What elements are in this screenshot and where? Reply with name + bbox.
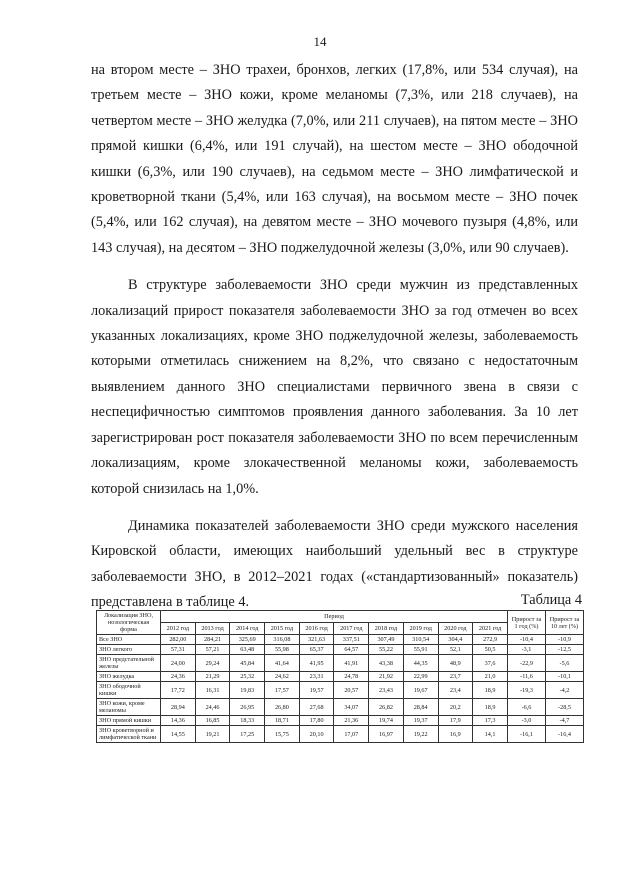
growth-10y-cell: -5,6 — [546, 655, 584, 672]
table-row — [97, 672, 584, 682]
year-header: 2012 год — [161, 623, 196, 635]
table-cell: 17,3 — [473, 716, 508, 726]
table-cell: 25,32 — [230, 672, 265, 682]
row-label: ЗНО желудка — [97, 672, 161, 682]
table-cell: 24,46 — [195, 699, 230, 716]
page-number: 14 — [313, 34, 327, 49]
growth-10y-cell: -10,1 — [546, 672, 584, 682]
table-cell: 50,5 — [473, 645, 508, 655]
table-cell: 14,36 — [161, 716, 196, 726]
table-cell: 21,0 — [473, 672, 508, 682]
table-cell: 19,37 — [403, 716, 438, 726]
table-row — [97, 699, 584, 716]
table-cell: 307,49 — [369, 635, 404, 645]
table-cell: 15,75 — [265, 726, 300, 743]
table-cell: 26,95 — [230, 699, 265, 716]
table-cell: 37,6 — [473, 655, 508, 672]
year-header: 2014 год — [230, 623, 265, 635]
table-cell: 41,64 — [265, 655, 300, 672]
table-cell: 19,74 — [369, 716, 404, 726]
year-header: 2016 год — [299, 623, 334, 635]
row-label: ЗНО прямой кишки — [97, 716, 161, 726]
growth-1y-cell: -3,0 — [508, 716, 546, 726]
table-cell: 52,1 — [438, 645, 473, 655]
table-cell: 14,1 — [473, 726, 508, 743]
table-cell: 23,31 — [299, 672, 334, 682]
row-label: ЗНО кожи, кроме меланомы — [97, 699, 161, 716]
table-cell: 16,97 — [369, 726, 404, 743]
row-label: ЗНО легкого — [97, 645, 161, 655]
growth-10y-cell: -4,7 — [546, 716, 584, 726]
table-cell: 57,21 — [195, 645, 230, 655]
table-cell: 63,48 — [230, 645, 265, 655]
table-cell: 19,22 — [403, 726, 438, 743]
table-cell: 19,21 — [195, 726, 230, 743]
table-cell: 18,71 — [265, 716, 300, 726]
row-label: Все ЗНО — [97, 635, 161, 645]
table-cell: 27,68 — [299, 699, 334, 716]
table-cell: 16,31 — [195, 682, 230, 699]
table-cell: 272,9 — [473, 635, 508, 645]
header-form: Локализация ЗНО, нозологическая форма — [97, 611, 161, 635]
growth-1y-cell: -3,1 — [508, 645, 546, 655]
table-cell: 20,57 — [334, 682, 369, 699]
table-cell: 17,72 — [161, 682, 196, 699]
table-cell: 17,07 — [334, 726, 369, 743]
table-cell: 28,94 — [161, 699, 196, 716]
table-cell: 16,9 — [438, 726, 473, 743]
growth-1y-cell: -16,1 — [508, 726, 546, 743]
table-cell: 41,91 — [334, 655, 369, 672]
growth-1y-cell: -6,6 — [508, 699, 546, 716]
table-cell: 316,08 — [265, 635, 300, 645]
year-header: 2017 год — [334, 623, 369, 635]
table-cell: 23,43 — [369, 682, 404, 699]
year-header: 2021 год — [473, 623, 508, 635]
body-text — [91, 58, 578, 616]
header-growth-10y: Прирост за 10 лет (%) — [546, 611, 584, 635]
table-cell: 20,2 — [438, 699, 473, 716]
table-cell: 57,31 — [161, 645, 196, 655]
growth-10y-cell: -16,4 — [546, 726, 584, 743]
table-cell: 24,36 — [161, 672, 196, 682]
table-cell: 55,98 — [265, 645, 300, 655]
year-header: 2019 год — [403, 623, 438, 635]
growth-10y-cell: -12,5 — [546, 645, 584, 655]
year-header: 2018 год — [369, 623, 404, 635]
table-row — [97, 682, 584, 699]
growth-1y-cell: -22,9 — [508, 655, 546, 672]
year-header: 2015 год — [265, 623, 300, 635]
table-body — [97, 635, 584, 743]
table-cell: 21,29 — [195, 672, 230, 682]
table-cell: 26,82 — [369, 699, 404, 716]
table-cell: 16,85 — [195, 716, 230, 726]
table-cell: 44,35 — [403, 655, 438, 672]
table-cell: 29,24 — [195, 655, 230, 672]
table-cell: 24,00 — [161, 655, 196, 672]
table-cell: 17,9 — [438, 716, 473, 726]
table-cell: 337,51 — [334, 635, 369, 645]
table-cell: 282,00 — [161, 635, 196, 645]
table-cell: 310,54 — [403, 635, 438, 645]
row-label: ЗНО предстательной железы — [97, 655, 161, 672]
table-cell: 284,21 — [195, 635, 230, 645]
growth-1y-cell: -10,4 — [508, 635, 546, 645]
header-growth-1y: Прирост за 1 год (%) — [508, 611, 546, 635]
table-caption: Таблица 4 — [520, 592, 582, 608]
year-header: 2013 год — [195, 623, 230, 635]
table-cell: 23,7 — [438, 672, 473, 682]
table-cell: 18,33 — [230, 716, 265, 726]
table-cell: 18,9 — [473, 699, 508, 716]
table-row — [97, 635, 584, 645]
table-cell: 18,9 — [473, 682, 508, 699]
table-cell: 17,80 — [299, 716, 334, 726]
table-cell: 24,62 — [265, 672, 300, 682]
table-cell: 321,63 — [299, 635, 334, 645]
table-cell: 21,36 — [334, 716, 369, 726]
growth-10y-cell: -10,9 — [546, 635, 584, 645]
table-cell: 19,83 — [230, 682, 265, 699]
table-cell: 14,55 — [161, 726, 196, 743]
table-row — [97, 645, 584, 655]
table-cell: 325,69 — [230, 635, 265, 645]
table-cell: 20,10 — [299, 726, 334, 743]
table-row — [97, 726, 584, 743]
table-cell: 43,38 — [369, 655, 404, 672]
table-cell: 55,91 — [403, 645, 438, 655]
paragraph-2: В структуре заболеваемости ЗНО среди мужчин из представленных локализаций прирост показателя заболеваемости ЗНО за год отмечен во всех указанных локализациях, кроме ЗНО поджелудочной железы, заболеваемость которыми отметилась снижением на 8,2%, что связано с недостаточным выявлением данного ЗНО специалистами первичного звена в связи с неспецифичностью симптомов проявления данного заболевания. За 10 лет зарегистрирован рост показателя заболеваемости ЗНО по всем перечисленным локализациям, кроме злокачественной меланомы кожи, заболеваемость которой снизилась на 1,0%. — [91, 277, 578, 497]
table-cell: 55,22 — [369, 645, 404, 655]
table-cell: 24,78 — [334, 672, 369, 682]
table-cell: 64,57 — [334, 645, 369, 655]
table-4 — [96, 610, 584, 743]
paragraph-3: Динамика показателей заболеваемости ЗНО среди мужского населения Кировской области, имеющих наибольший удельный вес в структуре заболеваемости ЗНО, в 2012–2021 годах («стандартизованный» показатель) представлена в таблице 4. — [91, 517, 578, 611]
table-cell: 41,95 — [299, 655, 334, 672]
table-cell: 22,99 — [403, 672, 438, 682]
table-cell: 17,25 — [230, 726, 265, 743]
table-row — [97, 655, 584, 672]
table-cell: 28,84 — [403, 699, 438, 716]
table-cell: 19,67 — [403, 682, 438, 699]
table-cell: 34,07 — [334, 699, 369, 716]
table-cell: 48,9 — [438, 655, 473, 672]
row-label: ЗНО ободочной кишки — [97, 682, 161, 699]
header-period: Период — [161, 611, 508, 623]
year-header: 2020 год — [438, 623, 473, 635]
row-label: ЗНО кроветворной и лимфатической ткани — [97, 726, 161, 743]
growth-1y-cell: -19,3 — [508, 682, 546, 699]
growth-10y-cell: -4,2 — [546, 682, 584, 699]
table-cell: 19,57 — [299, 682, 334, 699]
table-cell: 21,92 — [369, 672, 404, 682]
table-row — [97, 716, 584, 726]
growth-10y-cell: -28,5 — [546, 699, 584, 716]
paragraph-1: на втором месте – ЗНО трахеи, бронхов, легких (17,8%, или 534 случая), на третьем месте – ЗНО кожи, кроме меланомы (7,3%, или 218 случаев), на четвертом месте – ЗНО желудка (7,0%, или 211 случаев), на пятом месте – ЗНО прямой кишки (6,4%, или 191 случай), на шестом месте – ЗНО ободочной кишки (6,3%, или 190 случаев), на седьмом месте – ЗНО лимфатической и кроветворной ткани (5,4%, или 163 случая), на восьмом месте – ЗНО почек (5,4%, или 162 случая), на девятом месте – ЗНО мочевого пузыря (4,8%, или 143 случая), на десятом – ЗНО поджелудочной железы (3,0%, или 90 случаев). — [91, 62, 578, 256]
table-cell: 23,4 — [438, 682, 473, 699]
table-cell: 17,57 — [265, 682, 300, 699]
table-cell: 65,37 — [299, 645, 334, 655]
table-cell: 304,4 — [438, 635, 473, 645]
table-cell: 26,80 — [265, 699, 300, 716]
table-cell: 45,84 — [230, 655, 265, 672]
growth-1y-cell: -11,6 — [508, 672, 546, 682]
